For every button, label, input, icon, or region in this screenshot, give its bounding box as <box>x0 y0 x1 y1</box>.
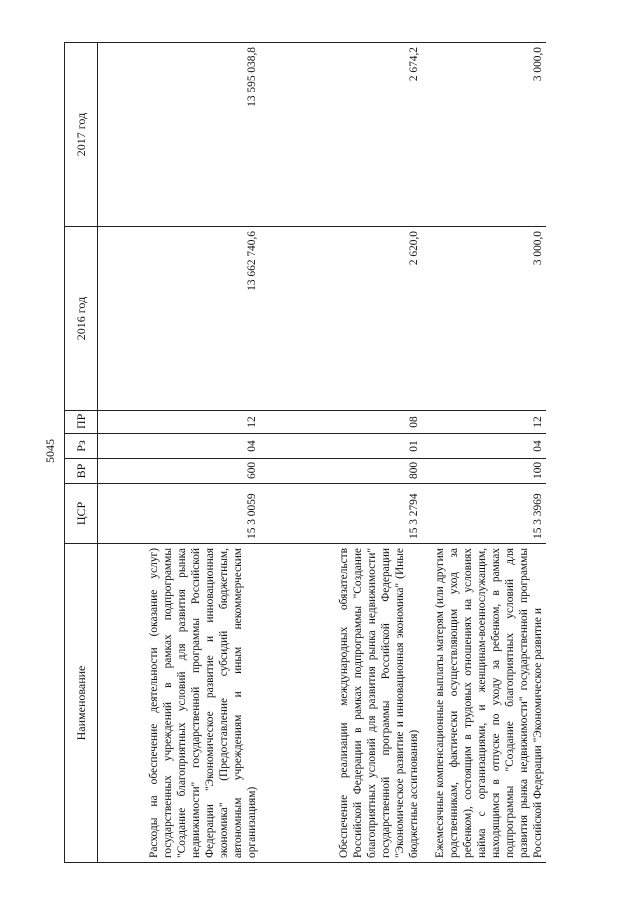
row-name: Расходы на обеспечение деятельности (оказание услуг) государственных учреждений в рамках подпрограммы "Создание благоприятных условий для развития рынка недвижимости" государственной программы Российской Федерации "Экономическое развитие и инновационная экономика" (Предоставление субсидий бюджетным, автономным учреждениям и иным некоммерческим организациям) <box>98 544 260 863</box>
row-2017: 3 000,0 <box>422 43 546 227</box>
row-csr: 15 3 2794 <box>260 484 422 544</box>
row-pr: 08 <box>260 411 422 434</box>
row-2016: 13 662 740,6 <box>98 227 260 411</box>
budget-table <box>64 42 546 863</box>
row-csr: 15 3 0059 <box>98 484 260 544</box>
row-name: Ежемесячные компенсационные выплаты матерям (или другим родственникам, фактически осуществляющим уход за ребенком), состоящим в трудовых отношениях на условиях найма с организациями, и женщинам-военнослужащим, находящимся в отпуске по уходу за ребенком, в рамках подпрограммы "Создание благоприятных условий для развития рынка недвижимости" государственной программы Российской Федерации "Экономическое развитие и <box>422 544 546 863</box>
row-2016: 3 000,0 <box>422 227 546 411</box>
header-rz: Рз <box>65 434 98 459</box>
table-header-row <box>65 43 98 863</box>
table-row <box>260 43 422 863</box>
header-2016: 2016 год <box>65 227 98 411</box>
rotated-table-container <box>64 43 604 863</box>
table-row <box>422 43 546 863</box>
row-rz: 04 <box>98 434 260 459</box>
header-2017: 2017 год <box>65 43 98 227</box>
page-number: 5045 <box>43 439 57 463</box>
row-pr: 12 <box>98 411 260 434</box>
header-pr: ПР <box>65 411 98 434</box>
row-rz: 01 <box>260 434 422 459</box>
row-rz: 04 <box>422 434 546 459</box>
row-vr: 800 <box>260 459 422 484</box>
row-2016: 2 620,0 <box>260 227 422 411</box>
row-vr: 600 <box>98 459 260 484</box>
table-row <box>98 43 260 863</box>
row-vr: 100 <box>422 459 546 484</box>
header-csr: ЦСР <box>65 484 98 544</box>
row-2017: 2 674,2 <box>260 43 422 227</box>
row-2017: 13 595 038,8 <box>98 43 260 227</box>
row-name: Обеспечение реализации международных обязательств Российской Федерации в рамках подпрограммы "Создание благоприятных условий для развития рынка недвижимости" государственной программы Российской Федерации "Экономическое развитие и инновационная экономика" (Иные бюджетные ассигнования) <box>260 544 422 863</box>
row-csr: 15 3 3969 <box>422 484 546 544</box>
header-vr: ВР <box>65 459 98 484</box>
row-pr: 12 <box>422 411 546 434</box>
header-name: Наименование <box>65 544 98 863</box>
